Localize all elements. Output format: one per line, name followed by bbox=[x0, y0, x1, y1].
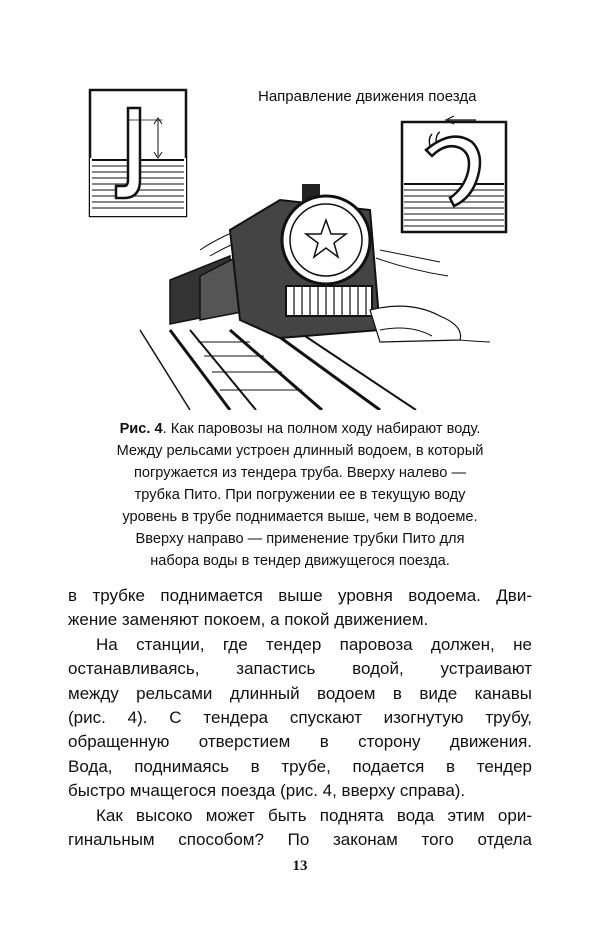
text-line: На станции, где тендер паровоза должен, не bbox=[96, 634, 532, 654]
text-line: в трубке поднимается выше уровня водоема. Дви- bbox=[68, 586, 532, 605]
text-line: быстро мчащегося поезда (рис. 4, вверху справа). bbox=[68, 781, 466, 801]
figure-caption bbox=[68, 418, 532, 572]
text-line: останавливаясь, запастись водой, устраивают bbox=[68, 659, 532, 679]
locomotive-illustration bbox=[80, 80, 520, 410]
caption-line: набора воды в тендер движущегося поезда. bbox=[150, 553, 450, 569]
direction-label: Направление движения поезда bbox=[258, 88, 477, 105]
tender-scoop-inset bbox=[402, 116, 506, 232]
caption-line: Вверху направо — применение трубки Пито для bbox=[135, 531, 465, 547]
paragraph bbox=[68, 633, 532, 804]
paragraph bbox=[68, 804, 532, 853]
text-line: гинальным способом? По законам того отдела bbox=[68, 830, 532, 850]
text-line: жение заменяют покоем, а покой движением. bbox=[68, 610, 429, 630]
text-line: Как высоко может быть поднята вода этим ори- bbox=[96, 805, 532, 825]
text-line: между рельсами длинный водоем в виде канавы bbox=[68, 683, 532, 703]
caption-line-text: . Как паровозы на полном ходу набирают воду. bbox=[162, 421, 481, 437]
caption-lead: Рис. 4 bbox=[119, 421, 163, 437]
caption-line: погружается из тендера труба. Вверху налево — bbox=[133, 465, 467, 481]
body-text bbox=[68, 584, 532, 852]
caption-line bbox=[68, 418, 532, 440]
caption-line: Между рельсами устроен длинный водоем, в который bbox=[116, 443, 484, 459]
caption-line: уровень в трубе поднимается выше, чем в водоеме. bbox=[122, 509, 478, 525]
caption-line: трубка Пито. При погружении ее в текущую воду bbox=[134, 487, 466, 503]
paragraph bbox=[68, 584, 532, 633]
page-number: 13 bbox=[292, 858, 308, 874]
pitot-tube-inset bbox=[90, 90, 186, 216]
text-line: Вода, поднимаясь в трубе, подается в тендер bbox=[68, 756, 532, 776]
text-line: обращенную отверстием в сторону движения. bbox=[68, 732, 532, 752]
text-line: (рис. 4). С тендера спускают изогнутую трубу, bbox=[68, 708, 532, 728]
